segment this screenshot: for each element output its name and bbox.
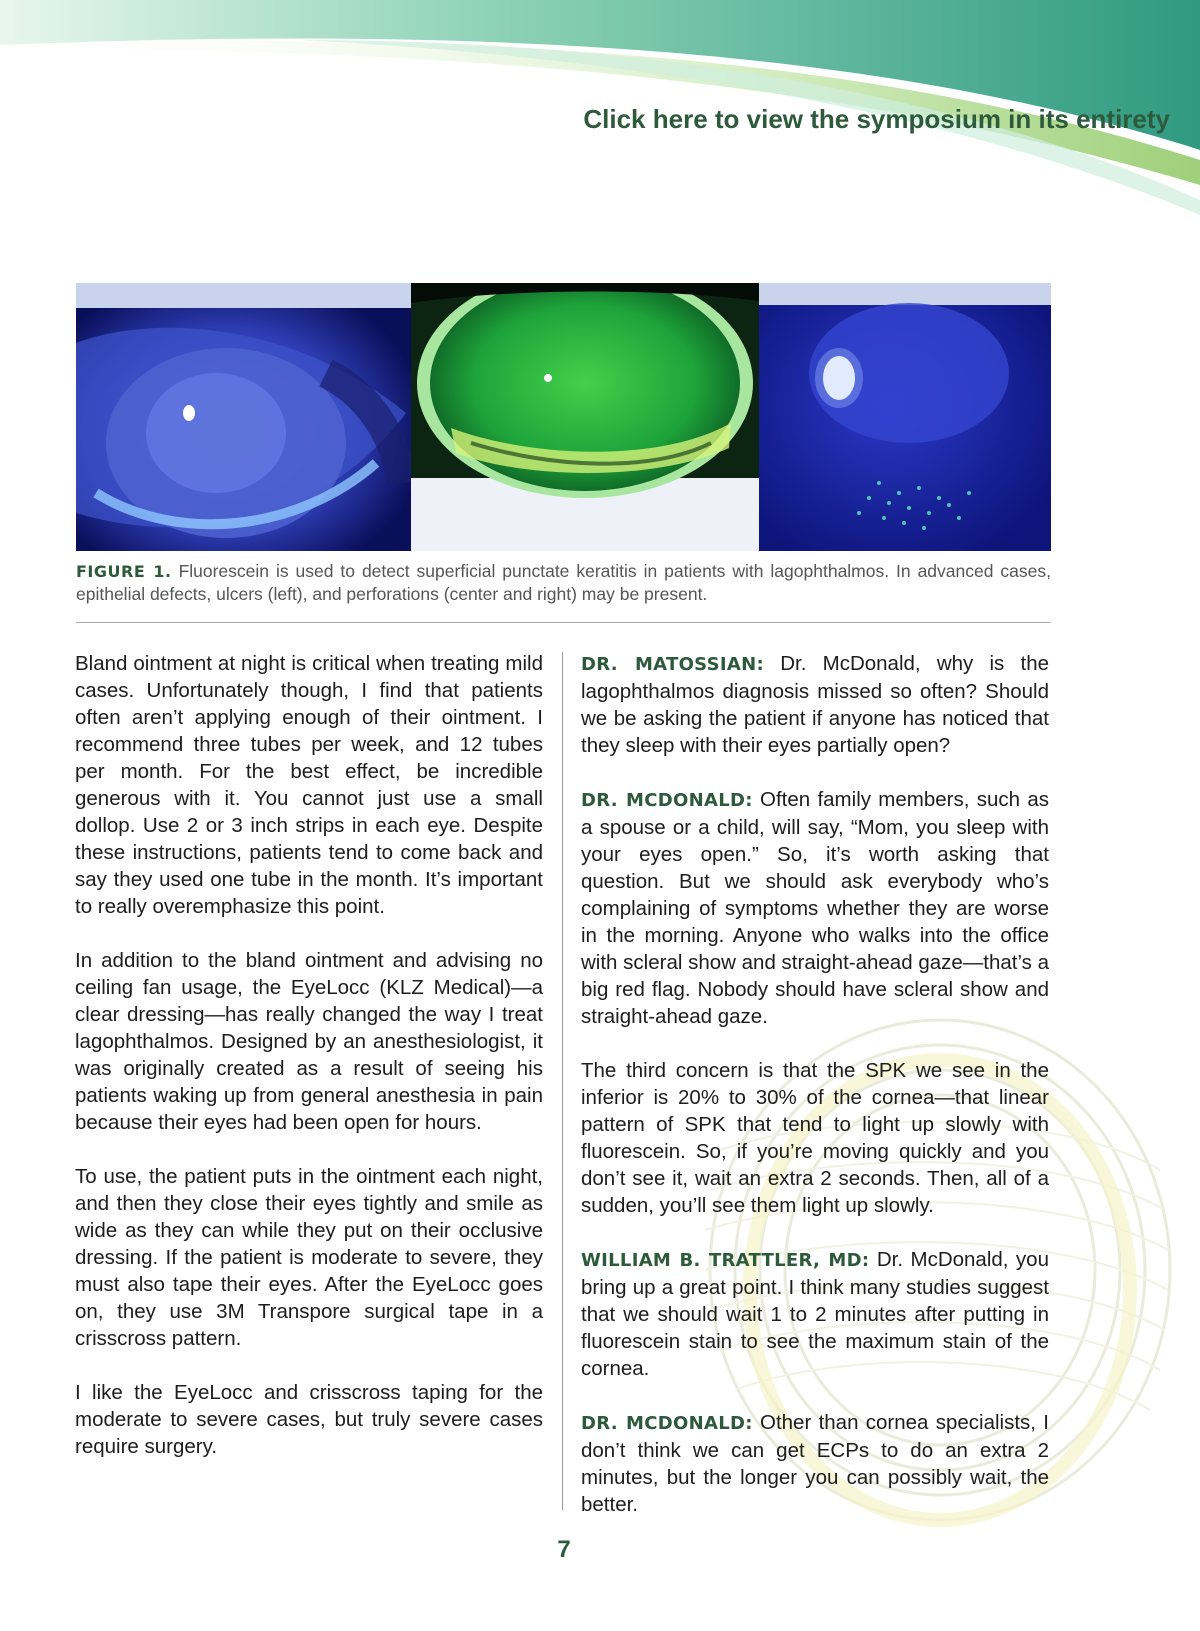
column-divider <box>562 652 563 1510</box>
left-column <box>75 650 543 1487</box>
right-paragraph-1 <box>581 650 1049 759</box>
eye-photo-left <box>76 283 411 551</box>
figure-label: FIGURE 1. <box>76 562 172 581</box>
right-paragraph-2 <box>581 786 1049 1030</box>
paragraph-text: Other than cornea specialists, I don’t think we can get ECPs to do an extra 2 minutes, but the longer you can possibly wait, the better. <box>581 1411 1049 1516</box>
right-paragraph-3 <box>581 1057 1049 1219</box>
left-paragraph-4: I like the EyeLocc and crisscross taping for the moderate to severe cases, but truly severe cases require surgery. <box>75 1381 543 1458</box>
paragraph-text: Dr. McDonald, why is the lagophthalmos diagnosis missed so often? Should we be asking the patient if anyone has noticed that they sleep with their eyes partially open? <box>581 652 1049 757</box>
left-paragraph-2: In addition to the bland ointment and advising no ceiling fan usage, the EyeLocc (KLZ Medical)—a clear dressing—has really changed the way I treat lagophthalmos. Designed by an anesthesiologist, it was originally created as a result of seeing his patients waking up from general anesthesia in pain because their eyes had been open for hours. <box>75 949 543 1134</box>
left-paragraph-3: To use, the patient puts in the ointment each night, and then they close their eyes tightly and smile as wide as they can while they put on their occlusive dressing. If the patient is moderate to severe, they must also tape their eyes. After the EyeLocc goes on, they use 3M Transpore surgical tape in a crisscross pattern. <box>75 1165 543 1350</box>
speaker-label: DR. MCDONALD: <box>581 1413 753 1434</box>
right-paragraph-5 <box>581 1409 1049 1518</box>
figure-1 <box>76 283 1051 551</box>
right-column <box>581 650 1049 1545</box>
divider-rule <box>76 622 1051 623</box>
eye-photo-right <box>759 283 1051 551</box>
right-paragraph-4 <box>581 1246 1049 1382</box>
view-symposium-link[interactable]: Click here to view the symposium in its entirety <box>583 104 1170 134</box>
left-paragraph-1: Bland ointment at night is critical when treating mild cases. Unfortunately though, I find that patients often aren’t applying enough of their ointment. I recommend three tubes per week, and 12 tubes per month. For the best effect, be incredible generous with it. You cannot just use a small dollop. Use 2 or 3 inch strips in each eye. Despite these instructions, patients tend to come back and say they used one tube in the month. It’s important to really overemphasize this point. <box>75 652 543 918</box>
speaker-label: DR. MCDONALD: <box>581 790 753 811</box>
paragraph-text: The third concern is that the SPK we see in the inferior is 20% to 30% of the cornea—that linear pattern of SPK that tend to light up slowly with fluorescein. So, if you’re moving quickly and you don’t see it, wait an extra 2 seconds. Then, all of a sudden, you’ll see them light up slowly. <box>581 1059 1049 1217</box>
speaker-label: DR. MATOSSIAN: <box>581 654 764 675</box>
figure-caption <box>76 560 1051 606</box>
paragraph-text: Dr. McDonald, you bring up a great point. I think many studies suggest that we should wait 1 to 2 minutes after putting in fluorescein stain to see the maximum stain of the cornea. <box>581 1248 1049 1380</box>
figure-caption-text: Fluorescein is used to detect superficial punctate keratitis in patients with lagophthalmos. In advanced cases, epithelial defects, ulcers (left), and perforations (center and right) may be present. <box>76 561 1051 604</box>
eye-photo-center <box>411 283 759 551</box>
paragraph-text: Often family members, such as a spouse or a child, will say, “Mom, you sleep with your eyes open.” So, it’s worth asking that question. But we should ask everybody who’s complaining of symptoms whether they are worse in the morning. Anyone who walks into the office with scleral show and straight-ahead gaze—that’s a big red flag. Nobody should have scleral show and straight-ahead gaze. <box>581 788 1049 1028</box>
page-number: 7 <box>557 1536 571 1563</box>
speaker-label: WILLIAM B. TRATTLER, MD: <box>581 1250 870 1271</box>
